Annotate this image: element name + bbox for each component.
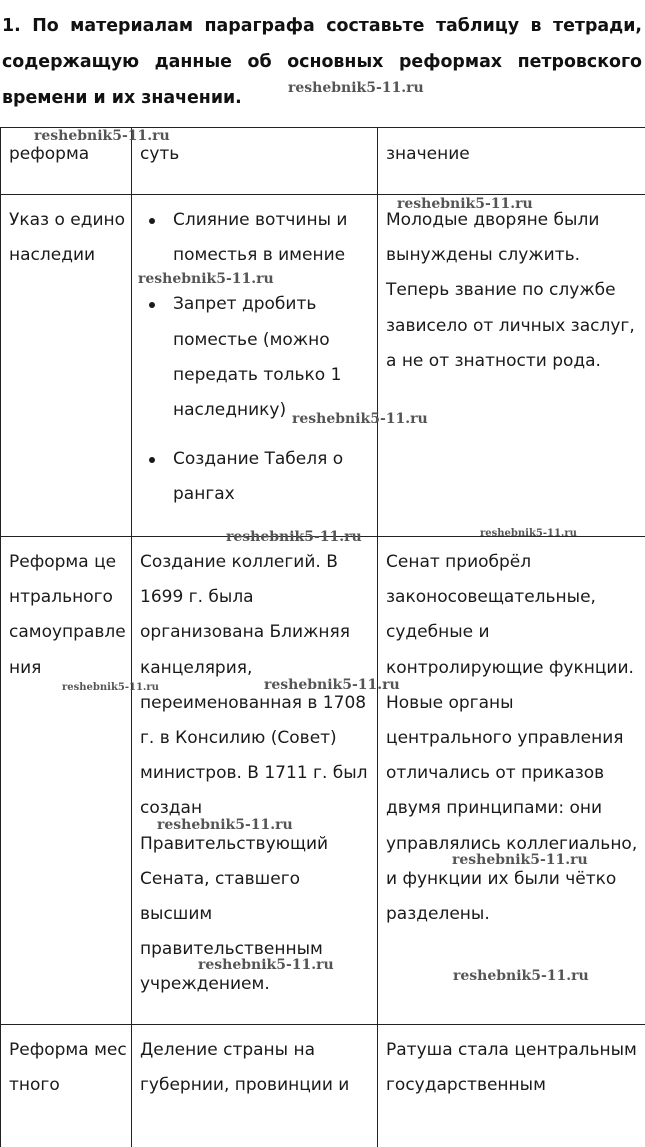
watermark-text: reshebnik5-11.ru bbox=[62, 682, 159, 693]
watermark-text: reshebnik5-11.ru bbox=[198, 957, 334, 973]
watermark-text: reshebnik5-11.ru bbox=[292, 411, 428, 427]
table-row bbox=[1, 1025, 645, 1147]
essence-bullet-item: Создание Табеля о рангах bbox=[173, 442, 373, 512]
meaning-cell: Молодые дворяне были вынуждены служить. Теперь звание по службе зависело от личных заслуг, а не от знатности рода. bbox=[378, 195, 645, 537]
essence-cell bbox=[132, 195, 378, 537]
essence-bullet-item: Слияние вотчины и поместья в имение bbox=[173, 203, 373, 273]
header-reform: реформа bbox=[1, 128, 132, 195]
table-row bbox=[1, 195, 645, 537]
essence-bullet-item: Запрет дробить поместье (можно передать только 1 наследнику) bbox=[173, 287, 373, 428]
table-row bbox=[1, 537, 645, 1025]
watermark-text: reshebnik5-11.ru bbox=[480, 528, 577, 539]
reform-cell: Реформа центрального самоуправления bbox=[1, 537, 132, 1025]
watermark-text: reshebnik5-11.ru bbox=[34, 128, 170, 144]
header-meaning: значение bbox=[378, 128, 645, 195]
watermark-text: reshebnik5-11.ru bbox=[157, 817, 293, 833]
reform-cell: Указ о единонаследии bbox=[1, 195, 132, 537]
watermark-text: reshebnik5-11.ru bbox=[138, 271, 274, 287]
watermark-text: reshebnik5-11.ru bbox=[264, 677, 400, 693]
watermark-text: reshebnik5-11.ru bbox=[453, 968, 589, 984]
meaning-cell: Сенат приобрёл законосовещательные, судебные и контролирующие фукнции. Новые органы центрального управления отличались от приказов двумя принципами: они управлялись коллегиально, и функции их были чётко разделены. bbox=[378, 537, 645, 1025]
watermark-text: reshebnik5-11.ru bbox=[452, 852, 588, 868]
watermark-text: reshebnik5-11.ru bbox=[397, 196, 533, 212]
reforms-table bbox=[0, 127, 645, 1147]
essence-bullet-list bbox=[140, 203, 373, 513]
meaning-cell: Ратуша стала центральным государственным bbox=[378, 1025, 645, 1147]
essence-cell: Деление страны на губернии, провинции и bbox=[132, 1025, 378, 1147]
task-statement: 1. По материалам параграфа составьте таблицу в тетради, содержащую данные об основных реформах петровского времени и их значении. bbox=[2, 8, 642, 116]
watermark-text: reshebnik5-11.ru bbox=[288, 80, 424, 96]
reform-cell: Реформа местного bbox=[1, 1025, 132, 1147]
watermark-text: reshebnik5-11.ru bbox=[226, 529, 362, 545]
header-essence: суть bbox=[132, 128, 378, 195]
essence-cell: Создание коллегий. В 1699 г. была организована Ближняя канцелярия, переименованная в 1708 г. в Консилию (Совет) министров. В 1711 г. был создан Правительствующий Сената, ставшего высшим правительственным учреждением. bbox=[132, 537, 378, 1025]
